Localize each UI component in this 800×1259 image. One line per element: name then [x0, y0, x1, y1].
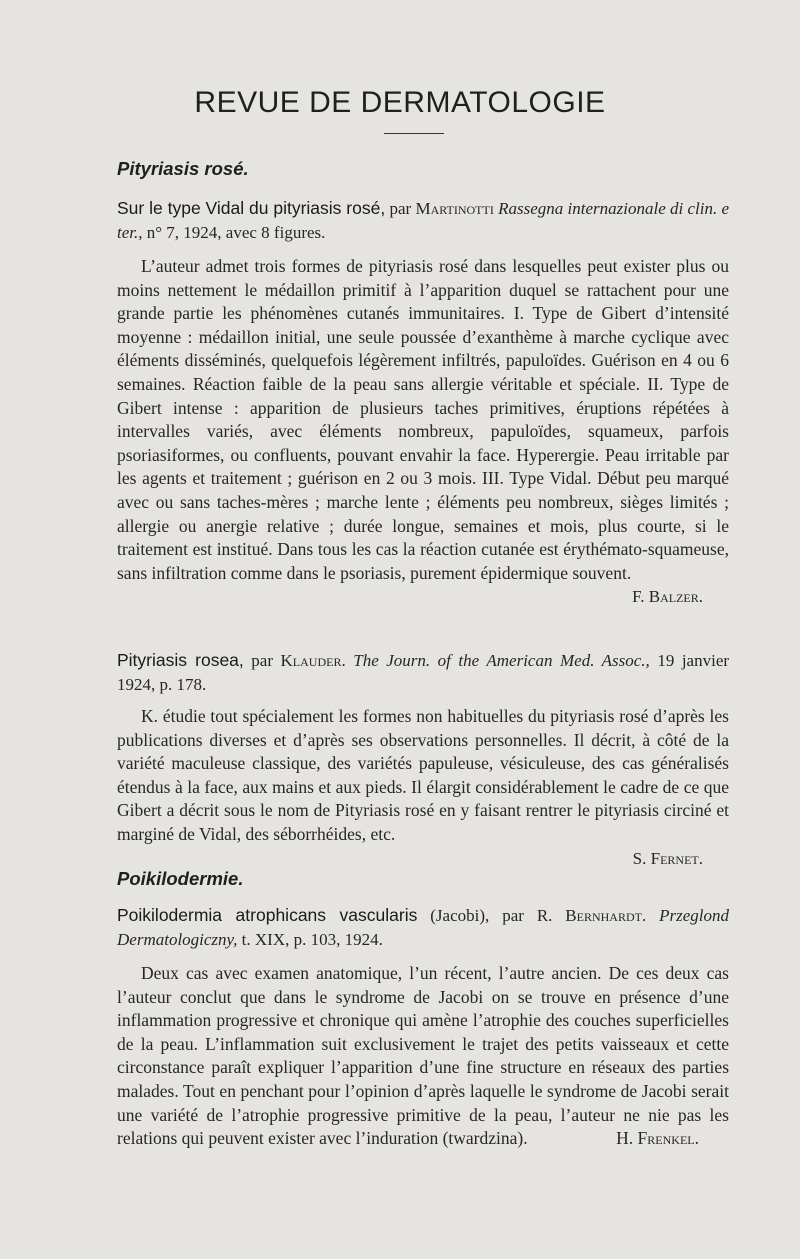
- entry-by: par: [251, 651, 274, 670]
- entry-body: [117, 962, 729, 1151]
- section-title-poikilodermie: Poikilodermie.: [117, 868, 244, 889]
- entry-bernhardt: [117, 903, 729, 1151]
- entry-klauder: [117, 648, 729, 870]
- entry-body: L’auteur admet trois formes de pityriasis rosé dans lesquelles peut exister plus ou moins nettement le médaillon primitif à l’apparition duquel se rattachent pour une grande partie les phénomènes cutanés immunitaires. I. Type de Gibert d’intensité moyenne : médaillon initial, une seule poussée d’exanthème à marche cyclique avec éléments disséminés, quelquefois légèrement infiltrés, papuloïdes. Guérison en 4 ou 6 semaines. Réaction faible de la peau sans allergie véritable et spéciale. II. Type de Gibert intense : apparition de plusieurs taches primitives, éruptions répétées à intervalles variés, avec éléments nombreux, papuloïdes, squameux, parfois psoriasiformes, ou confluents, pouvant envahir la face. Hyperergie. Peau irritable par les agents et traitement ; guérison en 2 ou 3 mois. III. Type Vidal. Début peu marqué avec ou sans taches-mères ; marche lente ; éléments peu nombreux, sièges limités ; allergie ou anergie relative ; durée longue, semaines et mois, plus courte, si le traitement est institué. Dans tous les cas la réaction cutanée est érythémato-squameuse, sans infiltration comme dans le psoriasis, purement épidermique souvent.: [117, 256, 729, 583]
- entry-author: R. Bernhardt.: [536, 906, 647, 925]
- entry-details: n° 7, 1924, avec 8 figures.: [146, 223, 326, 242]
- entry-body: K. étudie tout spécialement les formes non habituelles du pityriasis rosé d’après les publications diverses et d’après ses observations personnelles. Il décrit, à côté de la variété maculeuse classique, des variétés papuleuse, vésiculeuse, des cas généralisés étendus à la face, aux mains et aux pieds. Il élargit considérablement le cadre de ce que Gibert a décrit sous le nom de Pityriasis rosé en y faisant rentrer le pityriasis circiné et marginé de Vidal, des séborrhéides, etc.: [117, 706, 729, 844]
- entry-signature: F. Balzer.: [632, 587, 703, 607]
- entry-title: Poikilodermia atrophicans vascularis: [117, 905, 418, 925]
- entry-heading: [117, 196, 729, 245]
- entry-by: par: [389, 199, 412, 218]
- entry-heading: [117, 648, 729, 697]
- entry-source: Przeglond Dermatologiczny,: [117, 906, 730, 949]
- entry-title: Pityriasis rosea,: [117, 650, 244, 670]
- section-title-pityriasis-rose: Pityriasis rosé.: [117, 158, 249, 179]
- entry-details: t. XIX, p. 103, 1924.: [241, 930, 383, 949]
- entry-signature: H. Frenkel.: [616, 1128, 699, 1149]
- entry-by: par: [502, 906, 524, 925]
- entry-source: Rassegna internazionale di clin. e ter.,: [117, 199, 730, 242]
- header-rule: [384, 133, 444, 134]
- entry-paren: (Jacobi),: [430, 906, 490, 925]
- entry-author: Klauder.: [280, 651, 346, 670]
- entry-author: Martinotti: [415, 199, 494, 218]
- entry-source: The Journ. of the American Med. Assoc.,: [353, 651, 650, 670]
- entry-title: Sur le type Vidal du pityriasis rosé,: [117, 198, 386, 218]
- entry-martinotti: [117, 196, 729, 608]
- entry-details: 19 janvier 1924, p. 178.: [117, 651, 730, 694]
- entry-heading: [117, 903, 729, 952]
- journal-header: REVUE DE DERMATOLOGIE: [194, 86, 606, 119]
- entry-signature: S. Fernet.: [632, 848, 703, 868]
- entry-body-text: Deux cas avec examen anatomique, l’un récent, l’autre ancien. De ces deux cas l’auteur conclut que dans le syndrome de Jacobi on se trouve en présence d’une inflammation progressive et chronique qui amène l’atrophie des couches superficielles de la peau. L’inflammation suit exclusivement le trajet des petits vaisseaux et cette circonstance paraît expliquer l’apparition d’une fine structure en réseaux des parties malades. Tout en penchant pour l’opinion d’après laquelle le syndrome de Jacobi serait une variété de l’atrophie progressive primitive de la peau, l’auteur ne nie pas les relations qui peuvent exister avec l’induration (twardzina).: [117, 963, 729, 1149]
